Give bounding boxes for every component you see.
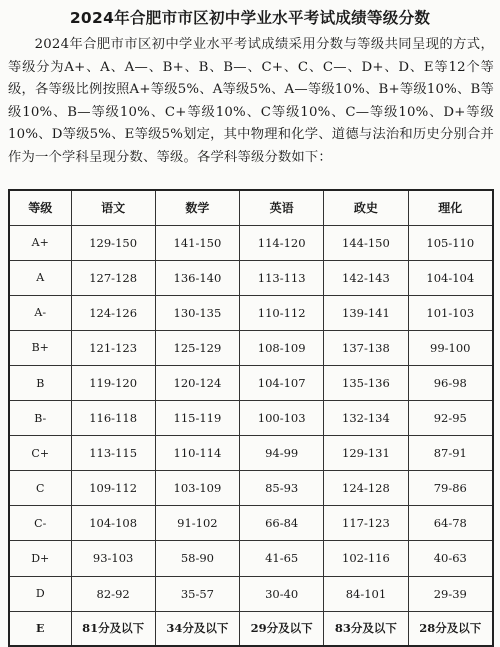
english-cell: 104-107 [240, 365, 324, 400]
grade-cell: B- [9, 401, 71, 436]
politics-history-cell: 135-136 [324, 365, 408, 400]
table-row [9, 330, 493, 365]
page-title: 2024年合肥市市区初中学业水平考试成绩等级分数 [69, 9, 431, 27]
math-cell: 141-150 [155, 225, 239, 260]
physics-chemistry-cell: 40-63 [408, 541, 493, 576]
table-header-row [9, 190, 493, 225]
header-english: 英语 [240, 190, 324, 225]
english-cell: 114-120 [240, 225, 324, 260]
grade-cell: C [9, 471, 71, 506]
physics-chemistry-cell: 101-103 [408, 295, 493, 330]
english-cell: 85-93 [240, 471, 324, 506]
intro-paragraph: 2024年合肥市市区初中学业水平考试成绩采用分数与等级共同呈现的方式，等级分为A+、A、A—、B+、B、B—、C+、C、C—、D+、D、E等12个等级，各等级比例按照A+等级5%、A等级5%、A—等级10%、B+等级10%、B等级10%、B—等级10%、C+等级10%、C等级10%、C—等级10%、D+等级10%、D等级5%、E等级5%划定，其中物理和化学、道德与法治和历史分别合并作为一个学科呈现分数、等级。各学科等级分数如下： [8, 37, 494, 165]
math-cell: 91-102 [155, 506, 239, 541]
chinese-cell: 119-120 [71, 365, 155, 400]
table-row [9, 611, 493, 646]
table-row [9, 295, 493, 330]
grade-cell: A [9, 260, 71, 295]
english-cell: 110-112 [240, 295, 324, 330]
chinese-cell: 113-115 [71, 436, 155, 471]
politics-history-cell: 137-138 [324, 330, 408, 365]
math-cell: 115-119 [155, 401, 239, 436]
chinese-cell: 82-92 [71, 576, 155, 611]
politics-history-cell: 142-143 [324, 260, 408, 295]
table-row [9, 471, 493, 506]
math-cell: 120-124 [155, 365, 239, 400]
politics-history-cell: 83分及以下 [324, 611, 408, 646]
politics-history-cell: 124-128 [324, 471, 408, 506]
math-cell: 136-140 [155, 260, 239, 295]
chinese-cell: 93-103 [71, 541, 155, 576]
header-physics-chemistry: 理化 [408, 190, 493, 225]
english-cell: 41-65 [240, 541, 324, 576]
math-cell: 110-114 [155, 436, 239, 471]
grade-cell: B [9, 365, 71, 400]
grade-cell: D [9, 576, 71, 611]
table-row [9, 260, 493, 295]
politics-history-cell: 129-131 [324, 436, 408, 471]
english-cell: 108-109 [240, 330, 324, 365]
english-cell: 66-84 [240, 506, 324, 541]
chinese-cell: 127-128 [71, 260, 155, 295]
english-cell: 30-40 [240, 576, 324, 611]
chinese-cell: 104-108 [71, 506, 155, 541]
table-row [9, 541, 493, 576]
chinese-cell: 109-112 [71, 471, 155, 506]
physics-chemistry-cell: 29-39 [408, 576, 493, 611]
politics-history-cell: 84-101 [324, 576, 408, 611]
politics-history-cell: 144-150 [324, 225, 408, 260]
header-chinese: 语文 [71, 190, 155, 225]
header-grade: 等级 [9, 190, 71, 225]
chinese-cell: 81分及以下 [71, 611, 155, 646]
physics-chemistry-cell: 64-78 [408, 506, 493, 541]
math-cell: 34分及以下 [155, 611, 239, 646]
table-row [9, 225, 493, 260]
physics-chemistry-cell: 87-91 [408, 436, 493, 471]
chinese-cell: 121-123 [71, 330, 155, 365]
physics-chemistry-cell: 28分及以下 [408, 611, 493, 646]
english-cell: 113-113 [240, 260, 324, 295]
math-cell: 130-135 [155, 295, 239, 330]
table-row [9, 506, 493, 541]
physics-chemistry-cell: 105-110 [408, 225, 493, 260]
grade-cell: A- [9, 295, 71, 330]
grade-cell: B+ [9, 330, 71, 365]
politics-history-cell: 102-116 [324, 541, 408, 576]
table-row [9, 401, 493, 436]
grade-cell: C- [9, 506, 71, 541]
table-row [9, 576, 493, 611]
physics-chemistry-cell: 99-100 [408, 330, 493, 365]
math-cell: 103-109 [155, 471, 239, 506]
politics-history-cell: 117-123 [324, 506, 408, 541]
chinese-cell: 129-150 [71, 225, 155, 260]
grade-cell: C+ [9, 436, 71, 471]
politics-history-cell: 132-134 [324, 401, 408, 436]
table-body [9, 225, 493, 646]
grade-cell: A+ [9, 225, 71, 260]
physics-chemistry-cell: 96-98 [408, 365, 493, 400]
physics-chemistry-cell: 92-95 [408, 401, 493, 436]
math-cell: 35-57 [155, 576, 239, 611]
table-row [9, 365, 493, 400]
header-math: 数学 [155, 190, 239, 225]
physics-chemistry-cell: 79-86 [408, 471, 493, 506]
physics-chemistry-cell: 104-104 [408, 260, 493, 295]
english-cell: 29分及以下 [240, 611, 324, 646]
chinese-cell: 124-126 [71, 295, 155, 330]
header-politics-history: 政史 [324, 190, 408, 225]
math-cell: 58-90 [155, 541, 239, 576]
grade-score-table [8, 189, 494, 647]
english-cell: 94-99 [240, 436, 324, 471]
grade-cell: D+ [9, 541, 71, 576]
politics-history-cell: 139-141 [324, 295, 408, 330]
english-cell: 100-103 [240, 401, 324, 436]
table-row [9, 436, 493, 471]
grade-cell: E [9, 611, 71, 646]
chinese-cell: 116-118 [71, 401, 155, 436]
math-cell: 125-129 [155, 330, 239, 365]
